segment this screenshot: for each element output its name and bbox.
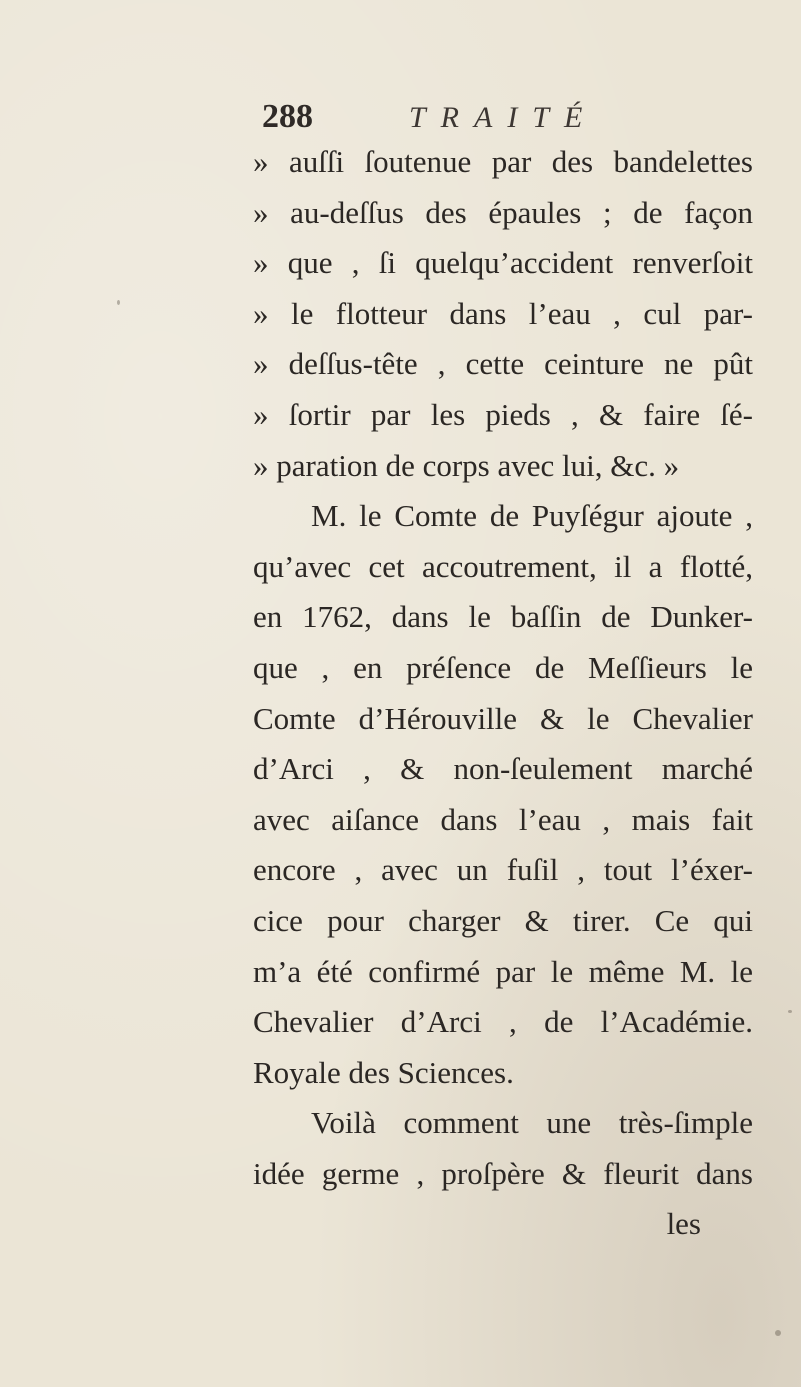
text-line: » ſortir par les pieds , & faire ſé- xyxy=(253,396,753,432)
text-line: » deſſus-tête , cette ceinture ne pût xyxy=(253,346,753,382)
text-line: qu’avec cet accoutrement, il a flotté, xyxy=(253,548,753,584)
text-line: Comte d’Hérouville & le Chevalier xyxy=(253,700,753,736)
text-line: en 1762, dans le baſſin de Dunker- xyxy=(253,599,753,635)
paper-speck xyxy=(788,1010,792,1013)
text-line: que , en préſence de Meſſieurs le xyxy=(253,649,753,685)
text-line: » auſſi ſoutenue par des bandelettes xyxy=(253,144,753,179)
page-number: 288 xyxy=(262,98,313,135)
text-line: idée germe , proſpère & fleurit dans xyxy=(253,1155,753,1191)
paper-speck xyxy=(775,1330,781,1336)
text-line: Chevalier d’Arci , de l’Académie. xyxy=(253,1004,753,1040)
text-line: » que , ſi quelqu’accident renverſoit xyxy=(253,245,753,281)
text-line: avec aiſance dans l’eau , mais fait xyxy=(253,801,753,837)
page-header xyxy=(262,98,597,138)
paper-speck xyxy=(117,300,120,305)
text-line: » le flotteur dans l’eau , cul par- xyxy=(253,295,753,331)
text-line: encore , avec un fuſil , tout l’éxer- xyxy=(253,852,753,888)
text-line: m’a été confirmé par le même M. le xyxy=(253,953,753,989)
body-text xyxy=(253,137,753,1250)
text-line: » au-deſſus des épaules ; de façon xyxy=(253,194,753,230)
catchword: les xyxy=(666,1206,701,1242)
text-line: d’Arci , & non-ſeulement marché xyxy=(253,751,753,787)
running-title: TRAITÉ xyxy=(409,101,598,134)
text-line: cice pour charger & tirer. Ce qui xyxy=(253,902,753,938)
paragraph-start-line: M. le Comte de Puyſégur ajoute , xyxy=(311,498,753,534)
text-line: Royale des Sciences. xyxy=(253,1054,514,1090)
text-line: » paration de corps avec lui, &c. » xyxy=(253,447,680,483)
paragraph-start-line: Voilà comment une très-ſimple xyxy=(311,1105,753,1141)
